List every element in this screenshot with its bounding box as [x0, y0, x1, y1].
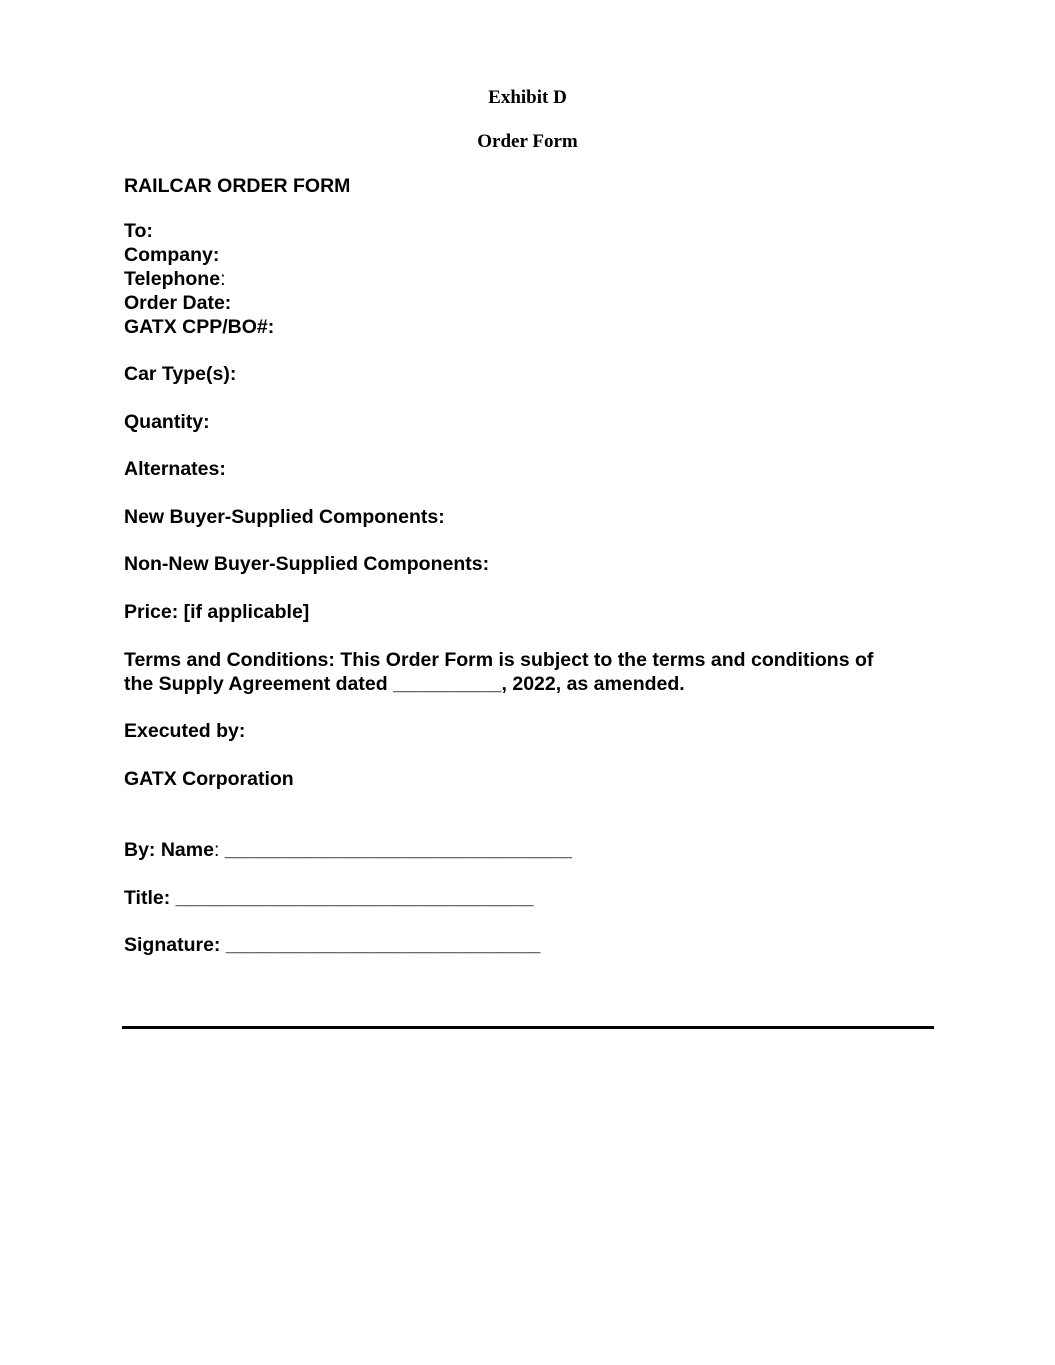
exhibit-subtitle: Order Form — [477, 131, 578, 152]
horizontal-rule — [122, 1026, 934, 1029]
field-company: Company: — [124, 244, 220, 266]
field-order-date: Order Date: — [124, 292, 232, 314]
field-alternates: Alternates: — [124, 458, 226, 480]
field-new-components: New Buyer-Supplied Components: — [124, 506, 445, 528]
field-gatx-cpp: GATX CPP/BO#: — [124, 316, 275, 338]
field-car-types: Car Type(s): — [124, 363, 237, 385]
telephone-label: Telephone — [124, 268, 221, 290]
company-name: GATX Corporation — [124, 768, 294, 790]
exhibit-title: Exhibit D — [488, 87, 567, 108]
executed-by: Executed by: — [124, 720, 246, 742]
field-non-new-components: Non-New Buyer-Supplied Components: — [124, 553, 490, 575]
by-name-label: By: Name — [124, 839, 214, 861]
signature-line: Signature: _____________________________ — [124, 934, 541, 956]
field-price: Price: [if applicable] — [124, 601, 310, 623]
title-line: Title: _________________________________ — [124, 887, 534, 909]
terms-line-2: the Supply Agreement dated __________, 2022, as amended. — [124, 673, 685, 695]
field-quantity: Quantity: — [124, 411, 210, 433]
by-name-colon: : — [213, 839, 220, 861]
telephone-colon: : — [220, 268, 226, 290]
by-name-blank: ________________________________ — [219, 839, 572, 861]
terms-line-1: Terms and Conditions: This Order Form is subject to the terms and conditions of — [124, 649, 874, 671]
by-name-line — [124, 838, 572, 862]
field-to: To: — [124, 220, 153, 242]
form-heading: RAILCAR ORDER FORM — [124, 175, 351, 197]
field-telephone — [124, 267, 225, 291]
